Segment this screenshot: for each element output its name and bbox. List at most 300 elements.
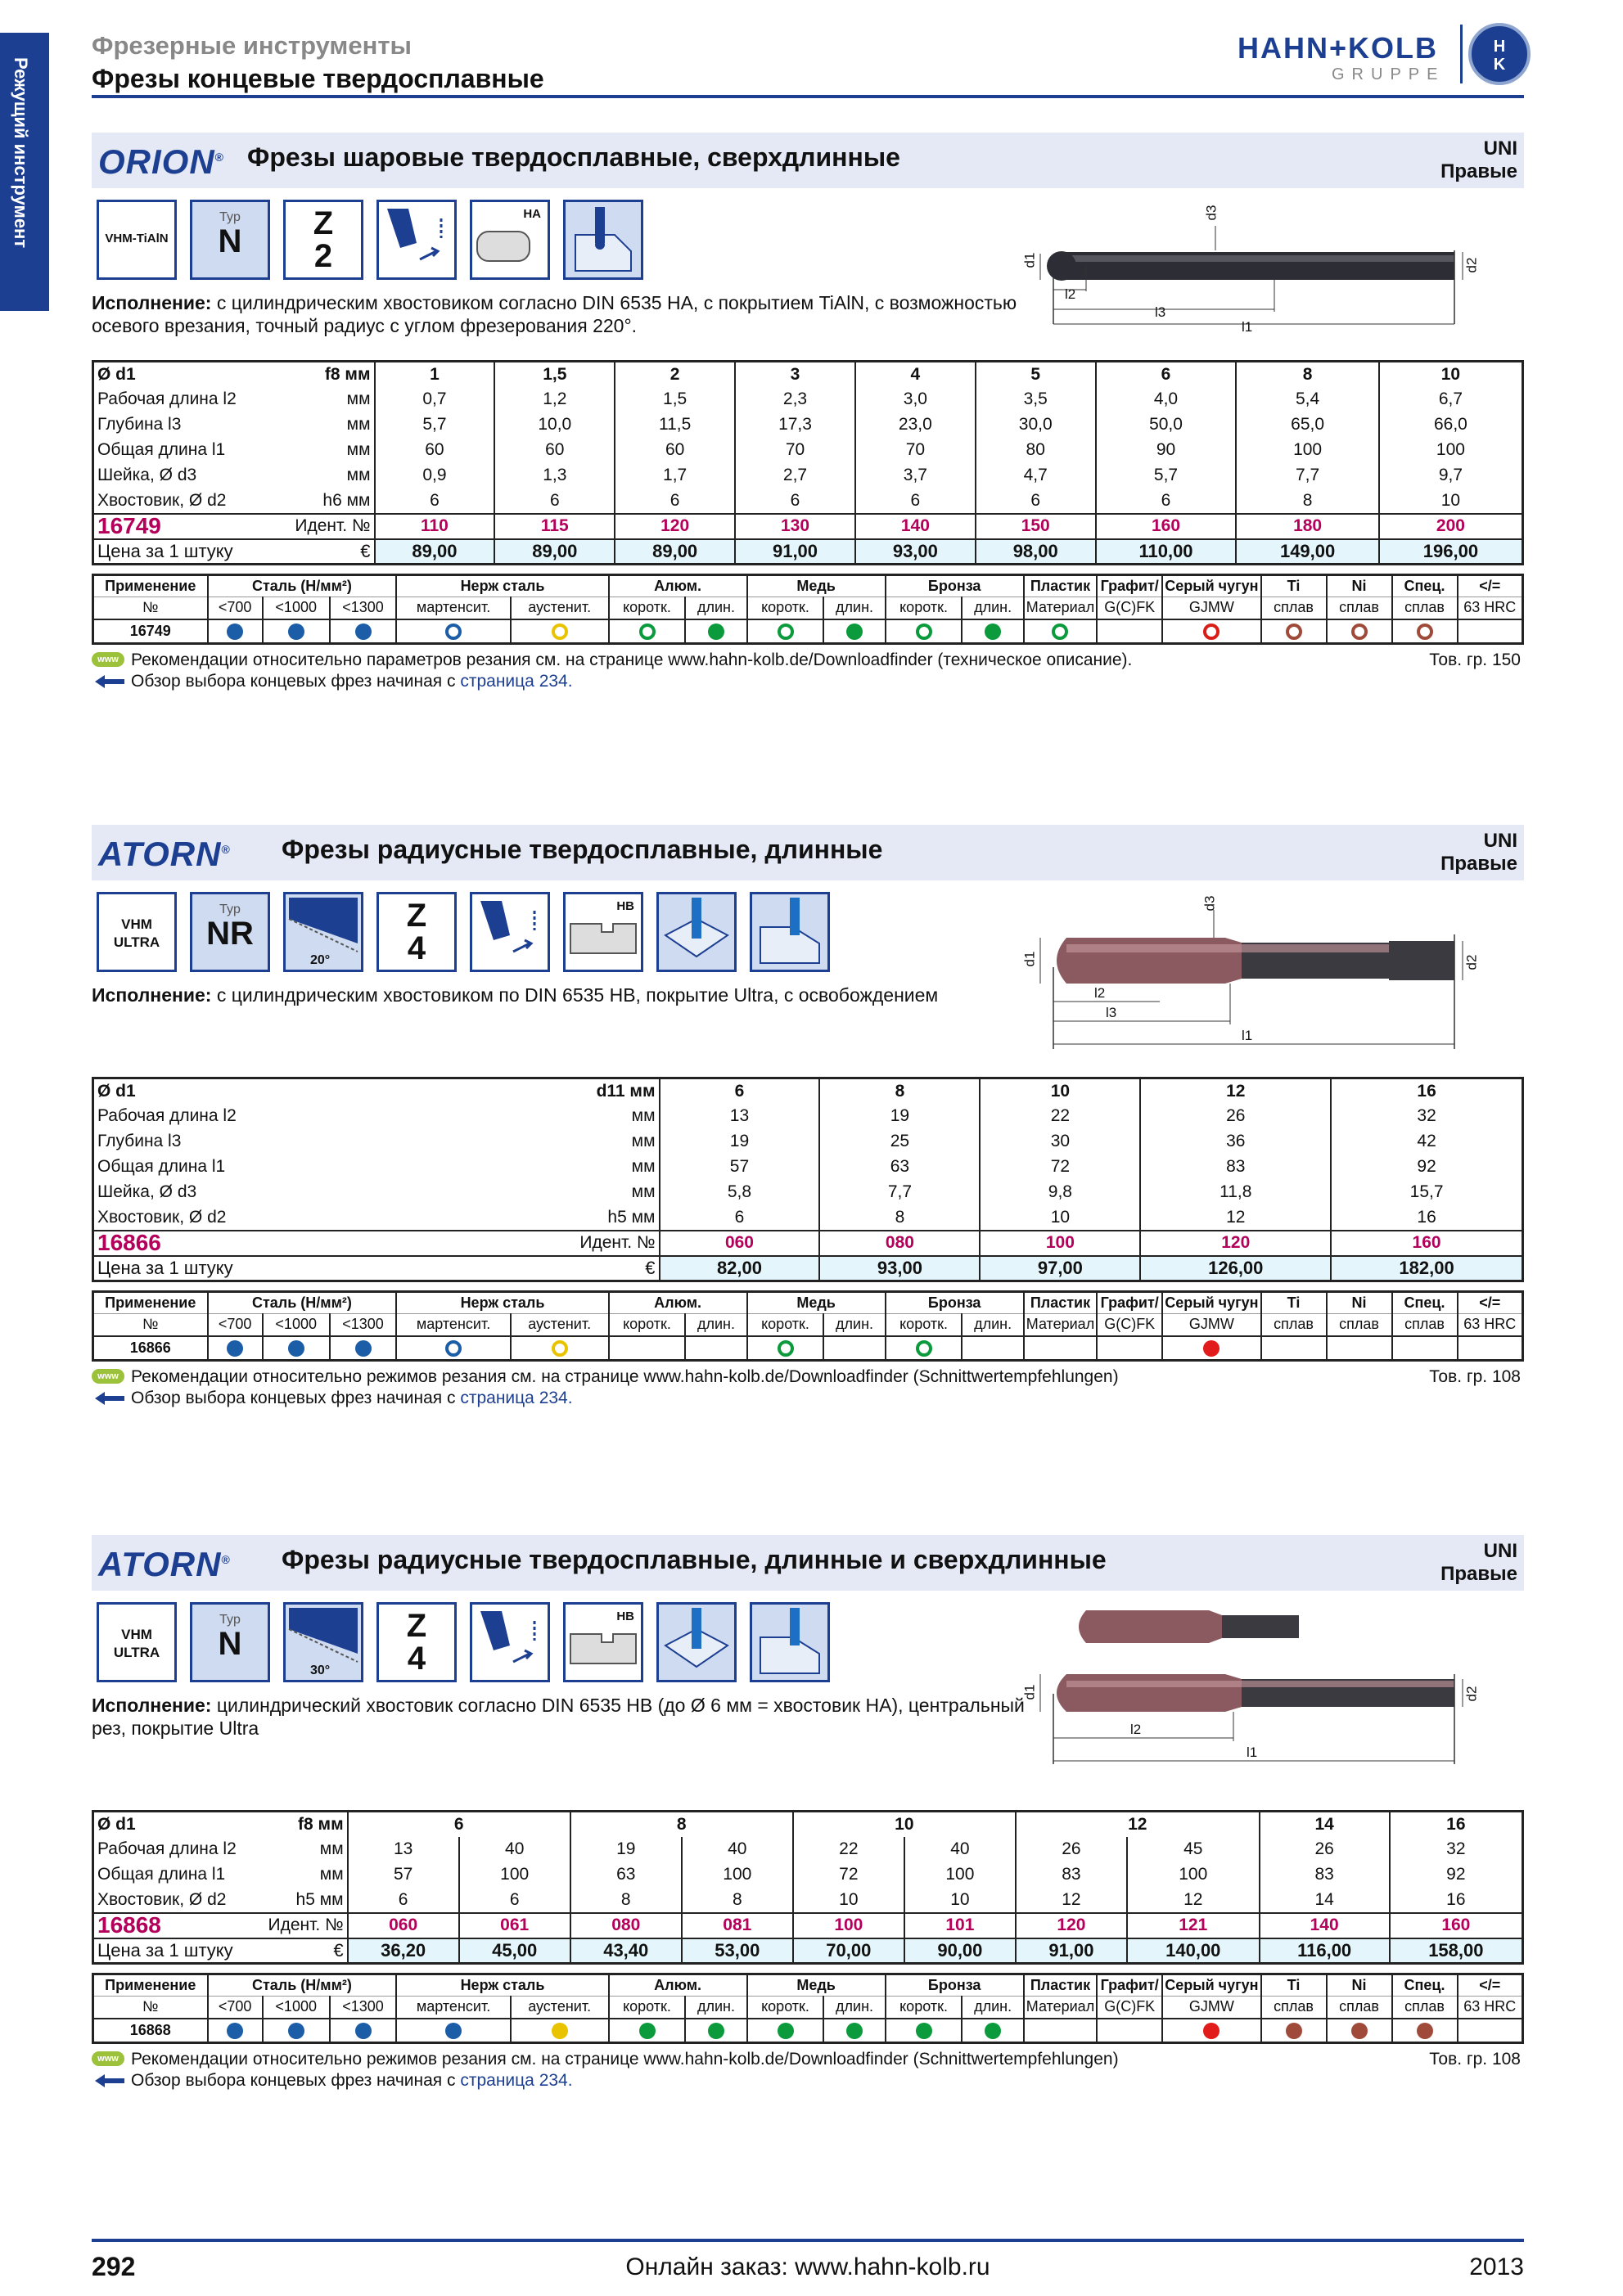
app-cell bbox=[962, 619, 1023, 644]
price-label: Цена за 1 штуку bbox=[93, 1938, 265, 1964]
app-subheader-cell: <700 bbox=[208, 597, 263, 619]
app-header-cell: Ni bbox=[1327, 1974, 1392, 1997]
uni-badge bbox=[1440, 137, 1517, 183]
dim-d2: d2 bbox=[1463, 954, 1480, 970]
spec-cell: 2,3 bbox=[735, 387, 855, 412]
ident-cell: 080 bbox=[819, 1231, 980, 1256]
spec-cell: 83 bbox=[1260, 1862, 1390, 1888]
spec-cell: 60 bbox=[494, 438, 615, 463]
ident-label: Идент. № bbox=[265, 1913, 348, 1938]
spec-label: Ø d1 bbox=[97, 1081, 136, 1101]
app-subheader-cell: GJMW bbox=[1162, 597, 1260, 619]
app-row bbox=[93, 1336, 1523, 1361]
app-cell bbox=[330, 619, 397, 644]
price-label: Цена за 1 штуку bbox=[93, 1256, 273, 1281]
spec-cell: 42 bbox=[1331, 1129, 1522, 1155]
suitability-dot-icon bbox=[355, 624, 372, 640]
app-cell bbox=[330, 1336, 397, 1361]
app-header-cell: Применение bbox=[93, 1974, 208, 1997]
suitability-dot-icon bbox=[227, 2023, 243, 2039]
spec-cell: 12 bbox=[1127, 1888, 1260, 1913]
spec-cell: 4 bbox=[855, 362, 976, 387]
app-subheader-cell: аустенит. bbox=[511, 597, 609, 619]
spec-row bbox=[93, 1104, 1523, 1129]
cutting-direction-icon bbox=[470, 1602, 550, 1682]
price-unit: € bbox=[273, 1256, 660, 1281]
app-header-cell: Бронза bbox=[886, 1974, 1024, 1997]
app-cell bbox=[685, 619, 746, 644]
ident-cell: 140 bbox=[855, 514, 976, 539]
hand-label: Правые bbox=[1440, 160, 1517, 182]
spec-cell: 7,7 bbox=[819, 1180, 980, 1205]
app-cell bbox=[685, 1336, 746, 1361]
profile-milling-icon bbox=[750, 1602, 830, 1682]
app-subheader-cell: коротк. bbox=[747, 1314, 824, 1336]
spec-cell: 8 bbox=[682, 1888, 793, 1913]
app-subheader-cell: коротк. bbox=[609, 1997, 686, 2019]
www-icon: www bbox=[92, 1369, 124, 1384]
app-subheader-cell: <1000 bbox=[263, 597, 330, 619]
spec-label: Ø d1 bbox=[97, 364, 136, 384]
shank-hb-icon bbox=[563, 1602, 643, 1682]
spec-cell: 16 bbox=[1390, 1812, 1523, 1837]
footer-rule bbox=[92, 2239, 1524, 2242]
spec-cell: 6 bbox=[976, 488, 1096, 514]
app-cell bbox=[511, 1336, 609, 1361]
app-header-cell: Нерж сталь bbox=[396, 1292, 608, 1314]
app-cell bbox=[747, 619, 824, 644]
spec-unit: d11 мм bbox=[596, 1081, 656, 1101]
app-header-cell: Бронза bbox=[886, 1292, 1024, 1314]
spec-label: Глубина l3 bbox=[97, 1132, 182, 1150]
app-subheader-cell: аустенит. bbox=[511, 1997, 609, 2019]
spec-cell: 5,7 bbox=[1096, 463, 1237, 488]
ident-cell: 120 bbox=[1140, 1231, 1331, 1256]
app-subheader-cell: длин. bbox=[823, 1997, 885, 2019]
spec-cell: 16 bbox=[1390, 1888, 1523, 1913]
ident-cell: 080 bbox=[570, 1913, 682, 1938]
spec-cell: 9,8 bbox=[980, 1180, 1140, 1205]
suitability-dot-icon bbox=[639, 624, 656, 640]
atorn-brand-logo: ATORN® bbox=[98, 1545, 231, 1583]
suitability-dot-icon bbox=[1351, 624, 1368, 640]
price-cell: 93,00 bbox=[819, 1256, 980, 1281]
spec-unit: мм bbox=[631, 1106, 656, 1125]
spec-cell: 19 bbox=[570, 1837, 682, 1862]
spec-row bbox=[93, 1180, 1523, 1205]
app-cell bbox=[886, 619, 963, 644]
app-header-cell: Сталь (Н/мм²) bbox=[208, 575, 397, 597]
spec-cell: 36 bbox=[1140, 1129, 1331, 1155]
ident-cell: 121 bbox=[1127, 1913, 1260, 1938]
helix-angle-value: 20° bbox=[310, 953, 331, 967]
z-value: 4 bbox=[407, 930, 426, 966]
app-subheader-cell: <1300 bbox=[330, 1997, 397, 2019]
spec-cell: 1 bbox=[375, 362, 495, 387]
spec-row bbox=[93, 1205, 1523, 1231]
suitability-dot-icon bbox=[355, 2023, 372, 2039]
dim-d2: d2 bbox=[1463, 257, 1480, 273]
notes bbox=[92, 650, 1524, 692]
spec-unit: h6 мм bbox=[322, 490, 371, 510]
app-subheader-cell: коротк. bbox=[747, 1997, 824, 2019]
typ-icon bbox=[190, 892, 270, 972]
helix-angle-value: 30° bbox=[310, 1663, 331, 1677]
app-subheader-cell: длин. bbox=[962, 1997, 1023, 2019]
app-cell bbox=[1392, 619, 1458, 644]
suitability-dot-icon bbox=[552, 624, 568, 640]
price-cell: 97,00 bbox=[980, 1256, 1140, 1281]
notes bbox=[92, 2049, 1524, 2091]
app-row-number: 16749 bbox=[93, 619, 208, 644]
suitability-dot-icon bbox=[916, 1340, 932, 1357]
spec-unit: f8 мм bbox=[298, 1814, 344, 1834]
price-cell: 158,00 bbox=[1390, 1938, 1523, 1964]
app-header-cell: </= bbox=[1458, 1292, 1523, 1314]
spec-row bbox=[93, 1129, 1523, 1155]
cutting-direction-icon bbox=[470, 892, 550, 972]
spec-cell: 10 bbox=[793, 1812, 1016, 1837]
orion-brand-logo: ORION® bbox=[98, 142, 224, 181]
app-cell bbox=[747, 2019, 824, 2043]
logo-badge bbox=[1468, 23, 1531, 85]
spec-cell: 6 bbox=[1096, 362, 1237, 387]
description bbox=[92, 984, 1057, 1006]
spec-cell: 12 bbox=[1016, 1812, 1260, 1837]
note2-text: Обзор выбора концевых фрез начиная с bbox=[131, 672, 461, 691]
app-header-cell: Серый чугун bbox=[1162, 1974, 1260, 1997]
app-cell bbox=[1327, 619, 1392, 644]
ident-cell: 160 bbox=[1390, 1913, 1523, 1938]
spec-cell: 6 bbox=[660, 1205, 820, 1231]
dim-d1: d1 bbox=[1021, 252, 1038, 268]
app-subheader-cell: сплав bbox=[1327, 1314, 1392, 1336]
app-cell bbox=[511, 619, 609, 644]
registered-mark: ® bbox=[214, 151, 224, 164]
price-cell: 149,00 bbox=[1236, 539, 1378, 565]
coating-label: VHM ULTRA bbox=[113, 916, 160, 950]
price-cell: 89,00 bbox=[494, 539, 615, 565]
spec-label: Рабочая длина l2 bbox=[97, 1839, 237, 1858]
ident-cell: 160 bbox=[1096, 514, 1237, 539]
app-subheader-cell: мартенсит. bbox=[396, 597, 510, 619]
app-header-cell: Применение bbox=[93, 575, 208, 597]
spec-cell: 60 bbox=[375, 438, 495, 463]
dim-l2: l2 bbox=[1065, 286, 1076, 302]
spec-cell: 14 bbox=[1260, 1888, 1390, 1913]
suitability-dot-icon bbox=[778, 1340, 794, 1357]
registered-mark: ® bbox=[221, 843, 231, 856]
helix-angle-icon bbox=[283, 892, 363, 972]
spec-cell: 83 bbox=[1016, 1862, 1127, 1888]
spec-row bbox=[93, 1155, 1523, 1180]
ident-cell: 061 bbox=[459, 1913, 570, 1938]
spec-table bbox=[92, 360, 1524, 565]
price-unit: € bbox=[273, 539, 375, 565]
spec-cell: 2 bbox=[615, 362, 735, 387]
app-subheader-cell: GJMW bbox=[1162, 1314, 1260, 1336]
spec-cell: 2,7 bbox=[735, 463, 855, 488]
spec-cell: 4,0 bbox=[1096, 387, 1237, 412]
spec-cell: 6 bbox=[375, 488, 495, 514]
section-title: Фрезы шаровые твердосплавные, сверхдлинные bbox=[247, 142, 900, 172]
app-header-cell: Нерж сталь bbox=[396, 575, 608, 597]
app-subheader-cell: коротк. bbox=[609, 597, 686, 619]
price-cell: 89,00 bbox=[375, 539, 495, 565]
spec-cell: 100 bbox=[1379, 438, 1523, 463]
ident-cell: 120 bbox=[1016, 1913, 1127, 1938]
product-section-16866 bbox=[92, 825, 1524, 1409]
spec-cell: 32 bbox=[1331, 1104, 1522, 1129]
app-subheader-cell: G(C)FK bbox=[1097, 1314, 1162, 1336]
app-header-cell: Пластик bbox=[1024, 1292, 1097, 1314]
spec-cell: 83 bbox=[1140, 1155, 1331, 1180]
spec-cell: 11,5 bbox=[615, 412, 735, 438]
spec-label: Рабочая длина l2 bbox=[97, 389, 237, 408]
price-row bbox=[93, 539, 1523, 565]
app-cell bbox=[330, 2019, 397, 2043]
app-subheader-cell: длин. bbox=[962, 597, 1023, 619]
app-header-cell: Медь bbox=[747, 1974, 886, 1997]
arrow-left-icon bbox=[95, 2074, 124, 2087]
spec-cell: 12 bbox=[1016, 1888, 1127, 1913]
suitability-dot-icon bbox=[778, 624, 794, 640]
hand-label: Правые bbox=[1440, 1563, 1517, 1585]
spec-cell: 6,7 bbox=[1379, 387, 1523, 412]
spec-cell: 1,2 bbox=[494, 387, 615, 412]
suitability-dot-icon bbox=[445, 1340, 462, 1357]
price-cell: 70,00 bbox=[793, 1938, 904, 1964]
spec-cell: 13 bbox=[348, 1837, 459, 1862]
spec-cell: 9,7 bbox=[1379, 463, 1523, 488]
suitability-dot-icon bbox=[1417, 624, 1433, 640]
spec-cell: 22 bbox=[793, 1837, 904, 1862]
ident-cell: 060 bbox=[660, 1231, 820, 1256]
ident-label: Идент. № bbox=[273, 514, 375, 539]
ident-cell: 110 bbox=[375, 514, 495, 539]
dim-d3: d3 bbox=[1201, 895, 1218, 912]
registered-mark: ® bbox=[221, 1553, 231, 1566]
page-234-link[interactable]: страница 234. bbox=[460, 2071, 573, 2090]
suitability-dot-icon bbox=[846, 2023, 863, 2039]
app-subheader-cell: G(C)FK bbox=[1097, 1997, 1162, 2019]
app-header-cell: Ti bbox=[1261, 1974, 1327, 1997]
suitability-dot-icon bbox=[1203, 2023, 1220, 2039]
shank-hb-icon bbox=[563, 892, 643, 972]
desc-label: Исполнение: bbox=[92, 292, 212, 313]
product-section-16749 bbox=[92, 133, 1524, 692]
spec-cell: 16 bbox=[1331, 1205, 1522, 1231]
app-cell bbox=[208, 2019, 263, 2043]
spec-cell: 23,0 bbox=[855, 412, 976, 438]
app-subheader-cell: <1300 bbox=[330, 1314, 397, 1336]
coating-label: VHM-TiAlN bbox=[105, 232, 169, 245]
z-value: 4 bbox=[407, 1641, 426, 1677]
coating-icon bbox=[97, 200, 177, 280]
flutes-icon bbox=[376, 1602, 457, 1682]
spec-unit: мм bbox=[631, 1182, 656, 1201]
price-cell: 53,00 bbox=[682, 1938, 793, 1964]
app-cell bbox=[511, 2019, 609, 2043]
app-subheader-cell: длин. bbox=[962, 1314, 1023, 1336]
spec-cell: 11,8 bbox=[1140, 1180, 1331, 1205]
spec-cell: 6 bbox=[494, 488, 615, 514]
desc-label: Исполнение: bbox=[92, 1695, 212, 1716]
typ-label: Typ bbox=[219, 210, 241, 224]
shank-label: HB bbox=[616, 899, 634, 913]
app-subheader-cell: <1000 bbox=[263, 1314, 330, 1336]
ident-cell: 100 bbox=[793, 1913, 904, 1938]
app-cell bbox=[1097, 2019, 1162, 2043]
spec-cell: 0,7 bbox=[375, 387, 495, 412]
desc-text: с цилиндрическим хвостовиком по DIN 6535 HB, покрытие Ultra, с освобождением bbox=[211, 984, 939, 1006]
slot-milling-icon bbox=[656, 892, 737, 972]
side-tab-label: Режущий инструмент bbox=[11, 57, 31, 249]
application-table bbox=[92, 1290, 1524, 1362]
app-subheader-row bbox=[93, 597, 1523, 619]
app-subheader-cell: аустенит. bbox=[511, 1314, 609, 1336]
spec-cell: 63 bbox=[819, 1155, 980, 1180]
cutting-note bbox=[92, 2049, 1524, 2070]
app-subheader-cell: 63 HRC bbox=[1458, 1997, 1523, 2019]
app-header-cell: Алюм. bbox=[609, 1974, 747, 1997]
spec-cell: 72 bbox=[980, 1155, 1140, 1180]
spec-cell: 0,9 bbox=[375, 463, 495, 488]
spec-unit: мм bbox=[319, 1865, 344, 1884]
logo-name: HAHN+KOLB bbox=[1238, 31, 1439, 65]
suitability-dot-icon bbox=[288, 624, 304, 640]
product-group: Тов. гр. 108 bbox=[1429, 2050, 1521, 2069]
spec-label: Общая длина l1 bbox=[97, 440, 226, 459]
ident-row bbox=[93, 1231, 1523, 1256]
spec-unit: мм bbox=[346, 440, 371, 459]
app-subheader-cell: сплав bbox=[1327, 597, 1392, 619]
spec-row bbox=[93, 362, 1523, 387]
app-row bbox=[93, 619, 1523, 644]
coating-label: VHM ULTRA bbox=[113, 1627, 160, 1660]
online-order: Онлайн заказ: www.hahn-kolb.ru bbox=[625, 2253, 990, 2280]
spec-cell: 100 bbox=[904, 1862, 1016, 1888]
uni-badge bbox=[1440, 830, 1517, 876]
spec-row bbox=[93, 387, 1523, 412]
app-subheader-cell: Материал bbox=[1024, 1314, 1097, 1336]
typ-icon bbox=[190, 1602, 270, 1682]
price-row bbox=[93, 1256, 1523, 1281]
spec-cell: 1,7 bbox=[615, 463, 735, 488]
spec-table bbox=[92, 1077, 1524, 1282]
price-cell: 110,00 bbox=[1096, 539, 1237, 565]
uni-label: UNI bbox=[1483, 1540, 1517, 1562]
app-cell bbox=[823, 619, 885, 644]
app-cell bbox=[962, 1336, 1023, 1361]
dim-l1: l1 bbox=[1242, 319, 1253, 335]
z-label: Z bbox=[406, 898, 427, 934]
app-cell bbox=[396, 619, 510, 644]
app-subheader-cell: Материал bbox=[1024, 1997, 1097, 2019]
spec-cell: 57 bbox=[348, 1862, 459, 1888]
spec-unit: мм bbox=[346, 415, 371, 434]
app-cell bbox=[1162, 2019, 1260, 2043]
app-subheader-cell: 63 HRC bbox=[1458, 1314, 1523, 1336]
app-subheader-cell: сплав bbox=[1261, 1314, 1327, 1336]
app-header-cell: Ti bbox=[1261, 1292, 1327, 1314]
spec-cell: 1,5 bbox=[494, 362, 615, 387]
app-cell bbox=[263, 2019, 330, 2043]
ident-cell: 200 bbox=[1379, 514, 1523, 539]
app-subheader-cell: сплав bbox=[1392, 1314, 1458, 1336]
notes bbox=[92, 1366, 1524, 1409]
spec-unit: мм bbox=[346, 466, 371, 484]
spec-unit: h5 мм bbox=[607, 1207, 656, 1227]
ident-row bbox=[93, 514, 1523, 539]
app-cell bbox=[747, 1336, 824, 1361]
app-header-cell: Ni bbox=[1327, 1292, 1392, 1314]
spec-row bbox=[93, 488, 1523, 514]
suitability-dot-icon bbox=[445, 2023, 462, 2039]
page-footer bbox=[92, 2239, 1524, 2281]
helix-angle-icon bbox=[283, 1602, 363, 1682]
app-subheader-cell: длин. bbox=[685, 1997, 746, 2019]
spec-cell: 25 bbox=[819, 1129, 980, 1155]
app-cell bbox=[823, 2019, 885, 2043]
app-header-row bbox=[93, 575, 1523, 597]
dim-l1: l1 bbox=[1242, 1028, 1253, 1043]
app-subheader-cell: <1300 bbox=[330, 597, 397, 619]
spec-cell: 5,4 bbox=[1236, 387, 1378, 412]
uni-label: UNI bbox=[1483, 137, 1517, 160]
app-subheader-cell: мартенсит. bbox=[396, 1997, 510, 2019]
spec-cell: 32 bbox=[1390, 1837, 1523, 1862]
app-header-cell: Серый чугун bbox=[1162, 575, 1260, 597]
spec-cell: 63 bbox=[570, 1862, 682, 1888]
app-cell bbox=[1261, 1336, 1327, 1361]
section-title-bar bbox=[92, 133, 1524, 188]
z-label: Z bbox=[406, 1608, 427, 1644]
spec-cell: 40 bbox=[459, 1837, 570, 1862]
shank-label: HA bbox=[523, 207, 541, 221]
spec-cell: 50,0 bbox=[1096, 412, 1237, 438]
spec-cell: 10 bbox=[1379, 362, 1523, 387]
price-cell: 182,00 bbox=[1331, 1256, 1522, 1281]
app-subheader-cell: коротк. bbox=[886, 597, 963, 619]
spec-cell: 14 bbox=[1260, 1812, 1390, 1837]
page-234-link[interactable]: страница 234. bbox=[460, 672, 573, 691]
spec-cell: 57 bbox=[660, 1155, 820, 1180]
app-subheader-cell: длин. bbox=[823, 597, 885, 619]
dim-d2: d2 bbox=[1463, 1686, 1480, 1702]
spec-cell: 13 bbox=[660, 1104, 820, 1129]
spec-cell: 40 bbox=[682, 1837, 793, 1862]
dim-l3: l3 bbox=[1155, 304, 1166, 320]
spec-cell: 3,5 bbox=[976, 387, 1096, 412]
spec-cell: 8 bbox=[819, 1078, 980, 1104]
price-cell: 43,40 bbox=[570, 1938, 682, 1964]
dim-d1: d1 bbox=[1021, 1684, 1038, 1700]
app-cell bbox=[609, 619, 686, 644]
suitability-dot-icon bbox=[288, 2023, 304, 2039]
ident-cell: 101 bbox=[904, 1913, 1016, 1938]
spec-cell: 6 bbox=[855, 488, 976, 514]
app-header-cell: Сталь (Н/мм²) bbox=[208, 1974, 397, 1997]
app-cell bbox=[1261, 619, 1327, 644]
app-header-cell: Алюм. bbox=[609, 1292, 747, 1314]
app-header-cell: Ti bbox=[1261, 575, 1327, 597]
typ-icon bbox=[190, 200, 270, 280]
app-cell bbox=[1097, 1336, 1162, 1361]
spec-cell: 3 bbox=[735, 362, 855, 387]
page-234-link[interactable]: страница 234. bbox=[460, 1389, 573, 1407]
spec-cell: 4,7 bbox=[976, 463, 1096, 488]
